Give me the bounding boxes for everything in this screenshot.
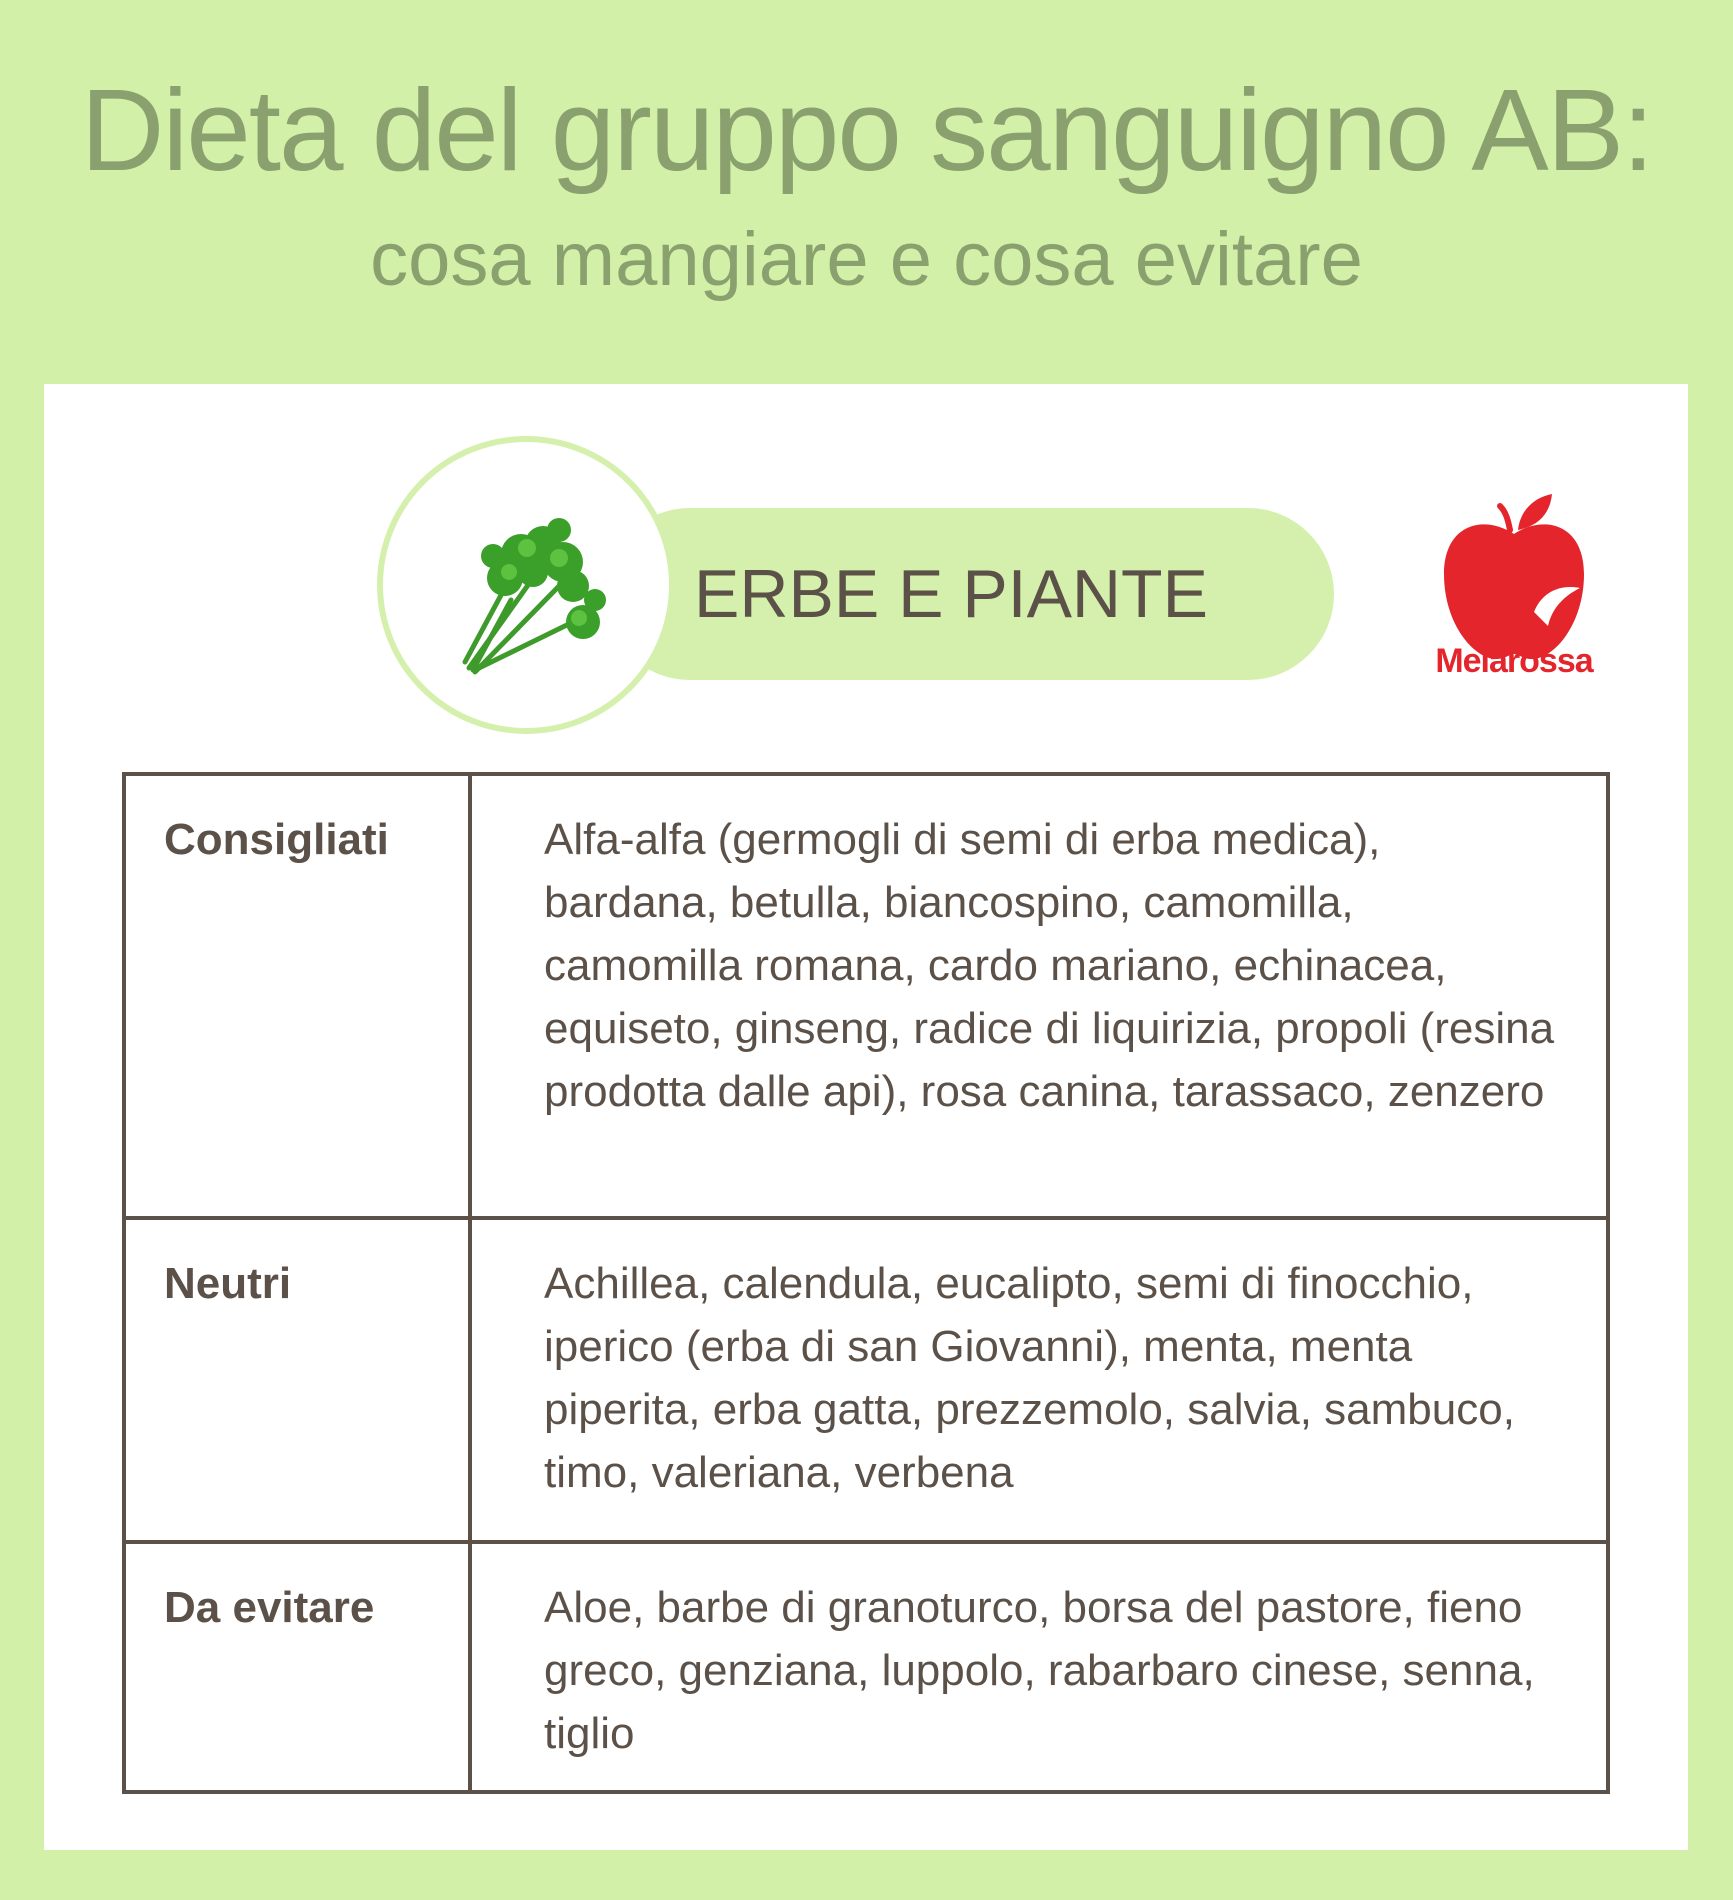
- page-subtitle: cosa mangiare e cosa evitare: [370, 217, 1363, 302]
- section-icon-circle: [377, 436, 675, 734]
- foods-table: [122, 772, 1610, 1794]
- parsley-icon: [413, 472, 639, 698]
- category-cell: Da evitare: [124, 1542, 470, 1792]
- items-cell: Alfa-alfa (germogli di semi di erba medica), bardana, betulla, biancospino, camomilla, camomilla romana, cardo mariano, echinacea, equiseto, ginseng, radice di liquirizia, propoli (resina prodotta dalle api), rosa canina, tarassaco, zenzero: [470, 774, 1608, 1218]
- brand-name: Melarossa: [1435, 642, 1593, 680]
- section-title: ERBE E PIANTE: [694, 556, 1208, 632]
- category-cell: Neutri: [124, 1218, 470, 1542]
- items-cell: Aloe, barbe di granoturco, borsa del pastore, fieno greco, genziana, luppolo, rabarbaro cinese, senna, tiglio: [470, 1542, 1608, 1792]
- page-title: Dieta del gruppo sanguigno AB:: [80, 65, 1653, 195]
- table-row: [124, 774, 1608, 1218]
- table-row: [124, 1542, 1608, 1792]
- category-cell: Consigliati: [124, 774, 470, 1218]
- content-card: [44, 384, 1688, 1850]
- items-cell: Achillea, calendula, eucalipto, semi di finocchio, iperico (erba di san Giovanni), menta, menta piperita, erba gatta, prezzemolo, salvia, sambuco, timo, valeriana, verbena: [470, 1218, 1608, 1542]
- table-row: [124, 1218, 1608, 1542]
